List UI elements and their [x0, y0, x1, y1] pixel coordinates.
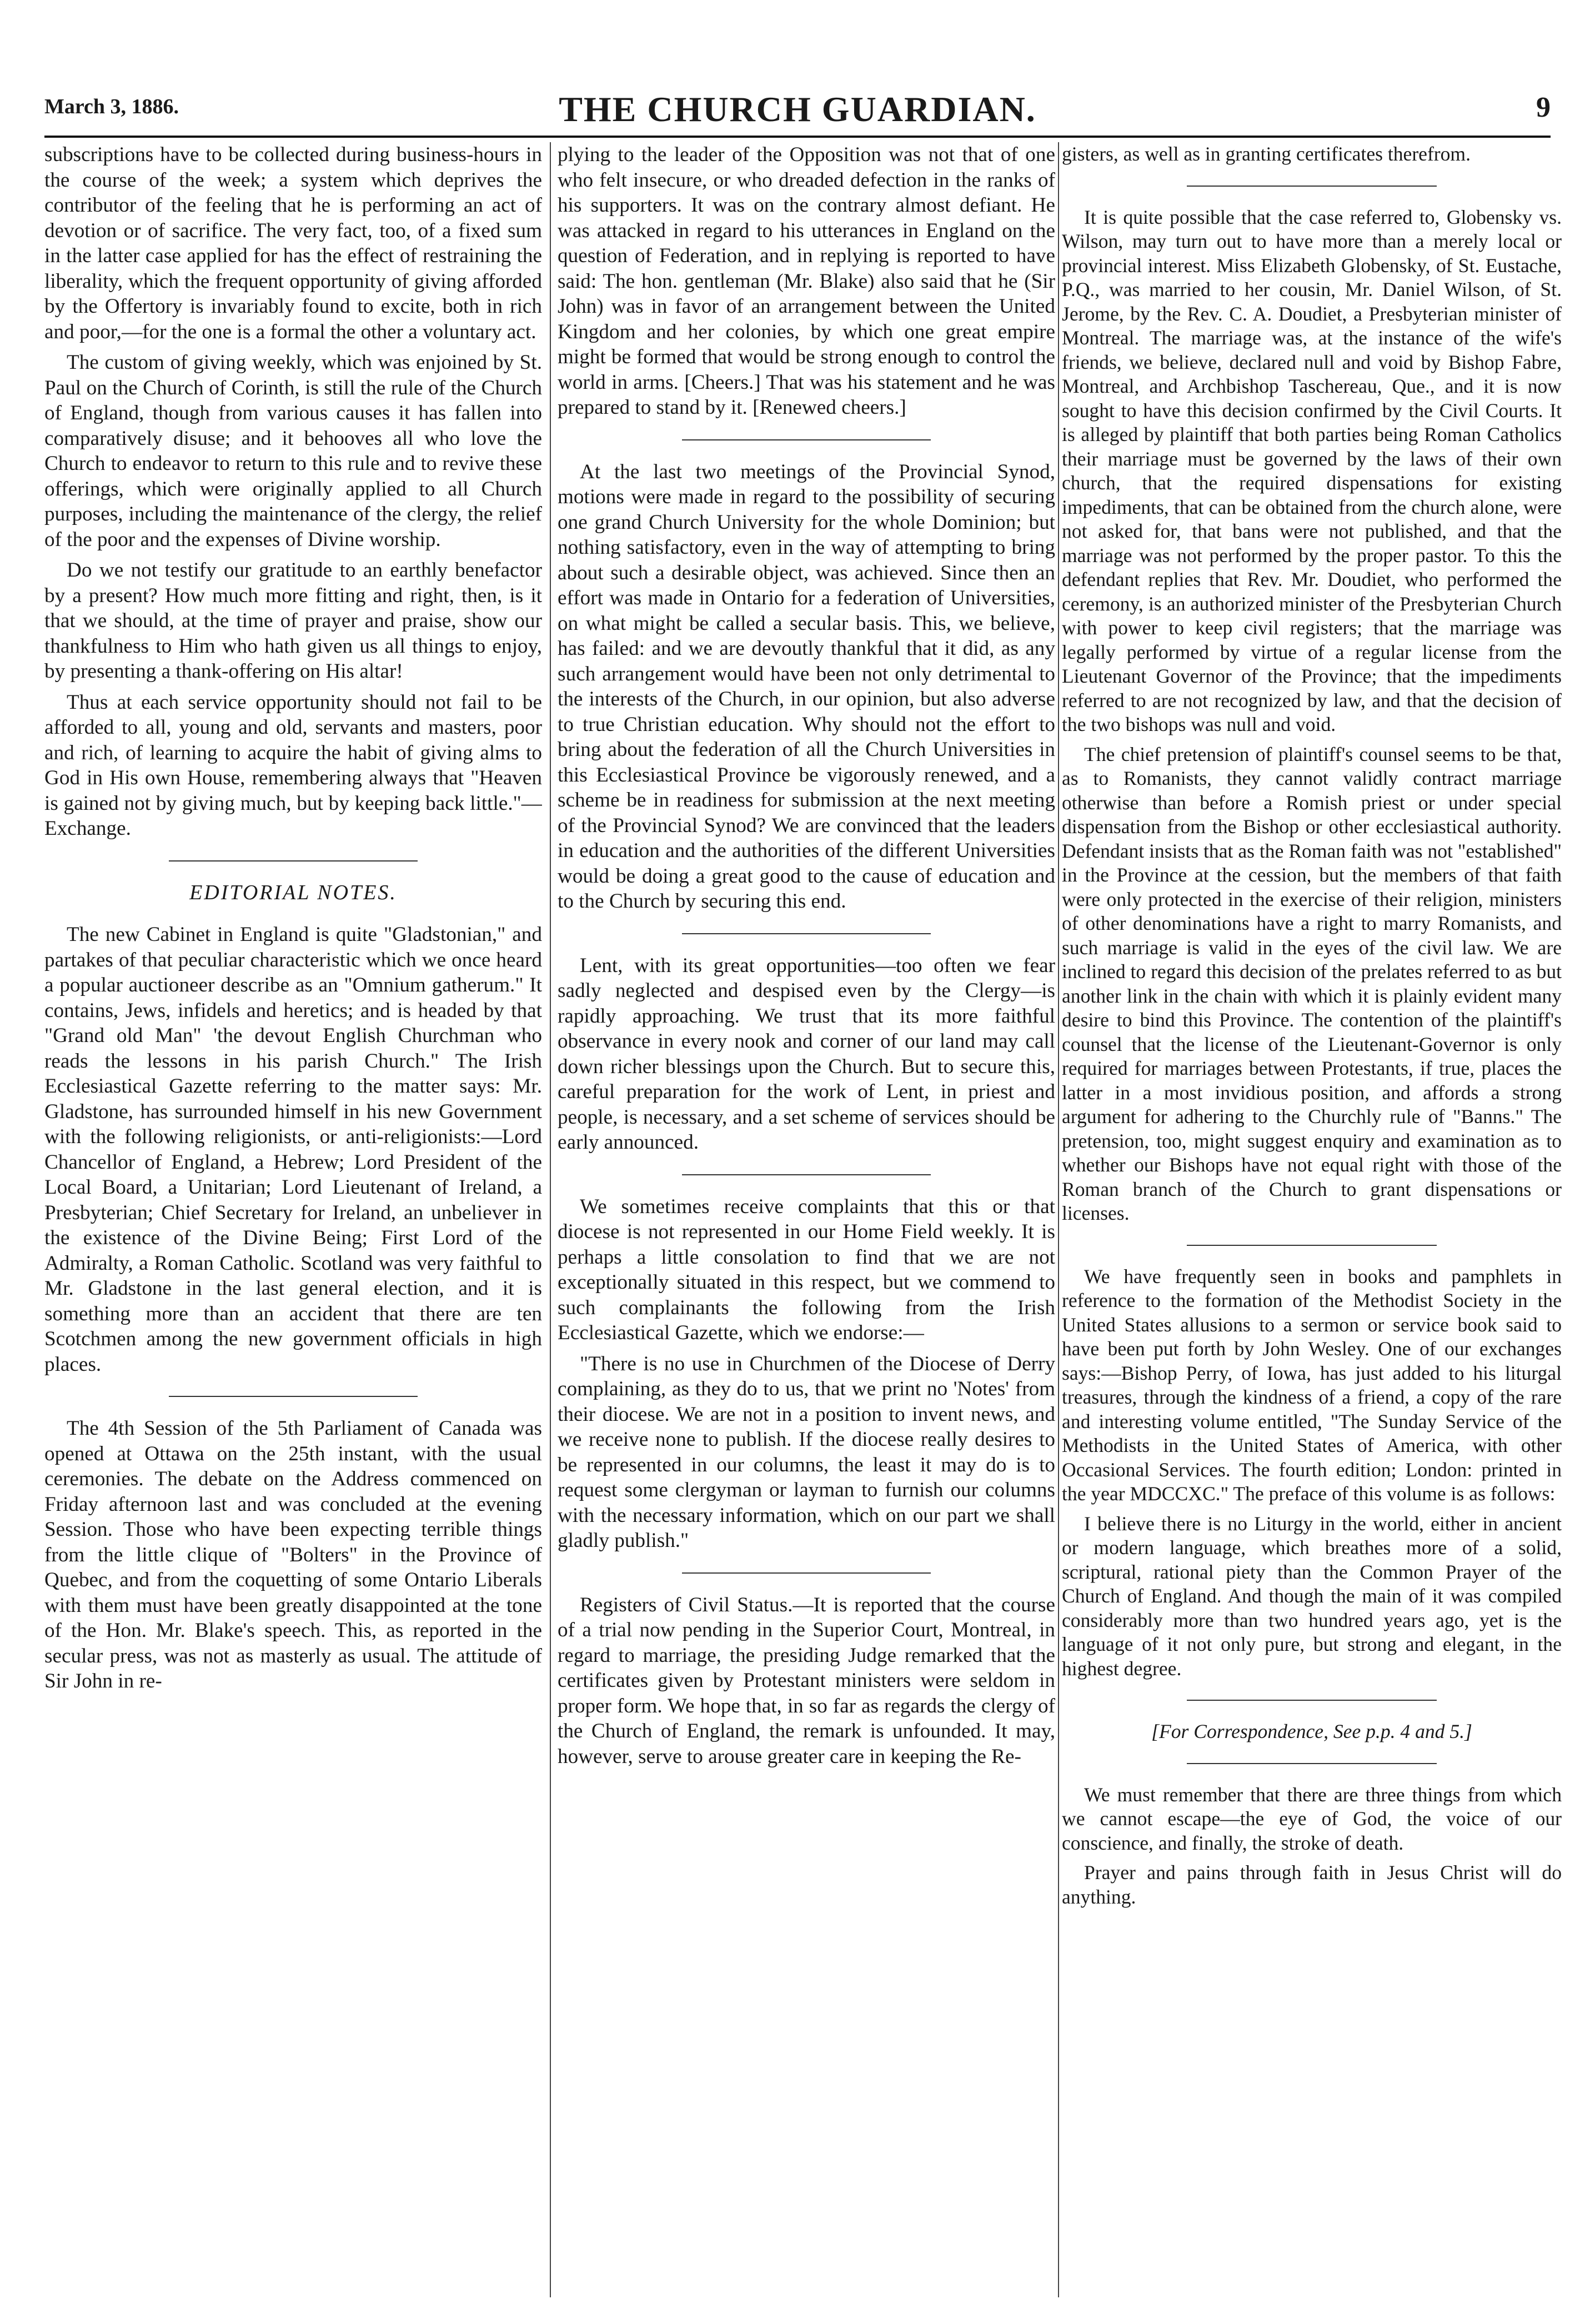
section-divider — [1187, 186, 1437, 187]
paragraph: Lent, with its great opportunities—too often we fear sadly neglected and despised even by the Clergy—is rapidly approaching. We trust that its more faithful observance in every nook and corner of our land may call down richer blessings upon the Church. But to secure this, careful preparation for the work of Lent, in priest and people, is necessary, and a set scheme of services should be early announced. — [558, 954, 1055, 1154]
paragraph: It is quite possible that the case referred to, Globensky vs. Wilson, may turn out to have more than a merely local or provincial interest. Miss Elizabeth Globensky, of St. Eustache, P.Q., was married to her cousin, Mr. Daniel Wilson, of St. Jerome, by the Rev. C. A. Doudiet, a Presbyterian minister of Montreal. The marriage was, at the instance of the wife's friends, we believe, declared null and void by Bishop Fabre, Montreal, and Archbishop Taschereau, Que., and it is now sought to have this decision confirmed by the Civil Courts. It is alleged by plaintiff that both parties being Roman Catholics their marriage must be governed by the laws of their own church, that the required dispensations for existing impediments, that can be obtained from the church alone, were not asked for, that bans were not published, and that the marriage was not performed by the proper pastor. To this the defendant replies that Rev. Mr. Doudiet, who performed the ceremony, is an authorized minister of the Presbyterian Church with power to keep civil registers; that the marriage was legally performed by virtue of a regular license from the Lieutenant Governor of the Province; that the impediments referred to are not recognized by law, and that the decision of the two bishops was null and void. — [1062, 206, 1562, 735]
paragraph: plying to the leader of the Opposition was not that of one who felt insecure, or who dreaded defection in the ranks of his supporters. It was on the contrary almost defiant. He was attacked in regard to his utterances in England on the question of Federation, and in replying is reported to have said: The hon. gentleman (Mr. Blake) also said that he (Sir John) was in favor of an arrangement between the United Kingdom and her colonies, by which one great empire might be formed that would be strong enough to control the world in arms. [Cheers.] That was his statement and he was prepared to stand by it. [Renewed cheers.] — [558, 143, 1055, 419]
paragraph: Do we not testify our gratitude to an earthly benefactor by a present? How much more fitting and right, then, is it that we should, at the time of prayer and praise, show our thankfulness to Him who hath given us all things to enjoy, by presenting a thank-offering on His altar! — [44, 559, 542, 683]
column-2 — [558, 142, 1055, 2297]
section-divider — [682, 1174, 931, 1175]
column-divider — [550, 142, 551, 2297]
paragraph: gisters, as well as in granting certificates therefrom. — [1062, 143, 1471, 165]
column-divider — [1058, 142, 1059, 2297]
section-divider — [1187, 1245, 1437, 1246]
section-divider — [169, 1396, 418, 1397]
page-number: 9 — [1536, 92, 1551, 123]
paragraph: The custom of giving weekly, which was enjoined by St. Paul on the Church of Corinth, is still the rule of the Church of England, though from various causes it has fallen into comparatively disuse; and it behooves all who love the Church to endeavor to return to this rule and to revive these offerings, which were originally applied to all Church purposes, including the maintenance of the clergy, the relief of the poor and the expenses of Divine worship. — [44, 351, 542, 551]
paragraph: The new Cabinet in England is quite "Gladstonian," and partakes of that peculiar characteristic which we once heard a popular auctioneer describe as an "Omnium gatherum." It contains, Jews, infidels and heretics; and is headed by that "Grand old Man" 'the devout English Churchman who reads the lessons in his parish Church." The Irish Ecclesiastical Gazette referring to the matter says: Mr. Gladstone, has surrounded himself in his new Government with the following religionists, or anti-religionists:—Lord Chancellor of England, a Hebrew; Lord President of the Local Board, a Unitarian; Lord Lieutenant of Ireland, a Presbyterian; Chief Secretary for Ireland, an unbeliever in the existence of the Divine Being; First Lord of the Admiralty, a Roman Catholic. Scotland was very faithful to Mr. Gladstone in the last general election, and it is something more than an accident that there are ten Scotchmen among the new government officials in high places. — [44, 923, 542, 1376]
section-divider — [682, 1572, 931, 1574]
masthead — [44, 89, 1551, 133]
paragraph: We must remember that there are three things from which we cannot escape—the eye of God, the voice of our conscience, and finally, the stroke of death. — [1062, 1783, 1562, 1854]
paragraph: Thus at each service opportunity should not fail to be afforded to all, young and old, servants and masters, poor and rich, of learning to acquire the habit of giving alms to God in His own House, remembering always that "Heaven is gained not by giving much, but by keeping back little."—Exchange. — [44, 690, 542, 840]
paragraph: We have frequently seen in books and pamphlets in reference to the formation of the Methodist Society in the United States allusions to a sermon or service book said to have been put forth by John Wesley. One of our exchanges says:—Bishop Perry, of Iowa, has just added to his liturgal treasures, through the kindness of a friend, a copy of the rare and interesting volume entitled, "The Sunday Service of the Methodists in the United States of America, with other Occasional Services. The fourth edition; London: printed in the year MDCCXC." The preface of this volume is as follows: — [1062, 1265, 1562, 1505]
paragraph: Prayer and pains through faith in Jesus Christ will do anything. — [1062, 1861, 1562, 1908]
paragraph: subscriptions have to be collected during business-hours in the course of the week; a system which deprives the contributor of the feeling that he is performing an act of devotion or of sacrifice. The very fact, too, of a fixed sum in the latter case applied for has the effect of restraining the liberality, which the frequent opportunity of giving afforded by the Offertory is invariably found to excite, both in rich and poor,—for the one is a formal the other a voluntary act. — [44, 143, 542, 343]
paragraph: At the last two meetings of the Provincial Synod, motions were made in regard to the possibility of securing one grand Church University for the whole Dominion; but nothing satisfactory, even in the way of attempting to bring about such a desirable object, was achieved. Since then an effort was made in Ontario for a federation of Universities, on what might be called a secular basis. This, we believe, has failed: and we are devoutly thankful that it did, as any such arrangement would have been not only detrimental to the interests of the Church, in our opinion, but also adverse to true Christian education. Why should not the effort to bring about the federation of all the Church Universities in this Ecclesiastical Province be vigorously renewed, and a scheme be in readiness for submission at the next meeting of the Provincial Synod? We are convinced that the leaders in education and the authorities of the different Universities would be doing a great good to the cause of education and to the Church by securing this end. — [558, 460, 1055, 913]
paragraph: Registers of Civil Status.—It is reported that the course of a trial now pending in the Superior Court, Montreal, in regard to marriage, the presiding Judge remarked that the certificates given by Protestant ministers were seldom in proper form. We hope that, in so far as regards the clergy of the Church of England, the remark is unfounded. It may, however, serve to arouse greater care in keeping the Re- — [558, 1593, 1055, 1768]
block-quote: "There is no use in Churchmen of the Diocese of Derry complaining, as they do to us, that we print no 'Notes' from their diocese. We are not in a position to invent news, and we receive none to publish. If the diocese really desires to be represented in our columns, the least it may do is to request some clergyman or layman to furnish our columns with the necessary information, which on our part we shall gladly publish." — [558, 1352, 1055, 1552]
paragraph: The chief pretension of plaintiff's counsel seems to be that, as to Romanists, they cannot validly contract marriage otherwise than before a Romish priest or under special dispensation from the Bishop or other ecclesiastical authority. Defendant insists that as the Roman faith was not "established" in the Province at the cession, but the members of that faith were only protected in the exercise of their religion, ministers of other denominations have a right to marry Romanists, and such marriage is valid in the eyes of the civil law. We are inclined to regard this decision of the prelates referred to as but another link in the chain with which it is plainly evident many desire to bind this Province. The contention of the plaintiff's counsel that the license of the Lieutenant-Governor is only required for marriages between Protestants, if true, places the latter in a most invidious position, and affords a strong argument for adhering to the Churchly rule of "Banns." The pretension, too, might suggest enquiry and examination as to whether our Bishops have not equal right with those of the Roman branch of the Church to grant dispensations or licenses. — [1062, 743, 1562, 1224]
issue-date: March 3, 1886. — [44, 95, 179, 118]
section-divider — [169, 860, 418, 862]
section-divider — [682, 933, 931, 934]
paragraph: We sometimes receive complaints that this or that diocese is not represented in our Home Field weekly. It is perhaps a little consolation to find that we are not exceptionally situated in this respect, but we commend to such complainants the following from the Irish Ecclesiastical Gazette, which we endorse:— — [558, 1195, 1055, 1344]
section-divider — [1187, 1763, 1437, 1764]
section-divider — [682, 439, 931, 440]
column-1 — [44, 142, 542, 2297]
header-rule — [44, 136, 1551, 138]
column-3 — [1062, 142, 1562, 2297]
newspaper-title: THE CHURCH GUARDIAN. — [559, 89, 1036, 129]
paragraph: The 4th Session of the 5th Parliament of Canada was opened at Ottawa on the 25th instant, with the usual ceremonies. The debate on the Address commenced on Friday afternoon last and was concluded at the evening Session. Those who have been expecting terrible things from the little clique of "Bolters" in the Province of Quebec, and from the coquetting of some Ontario Liberals with them must have been greatly disappointed at the tone of the Hon. Mr. Blake's speech. This, as reported in the secular press, was not as masterly as usual. The attitude of Sir John in re- — [44, 1417, 542, 1692]
cross-reference: [For Correspondence, See p.p. 4 and 5.] — [1151, 1720, 1472, 1742]
section-heading: EDITORIAL NOTES. — [189, 880, 397, 904]
section-divider — [1187, 1700, 1437, 1701]
paragraph: I believe there is no Liturgy in the world, either in ancient or modern language, which breathes more of a solid, scriptural, rational piety than the Common Prayer of the Church of England. And though the main of it was compiled considerably more than two hundred years ago, yet is the language of it not only pure, but strong and elegant, in the highest degree. — [1062, 1512, 1562, 1680]
